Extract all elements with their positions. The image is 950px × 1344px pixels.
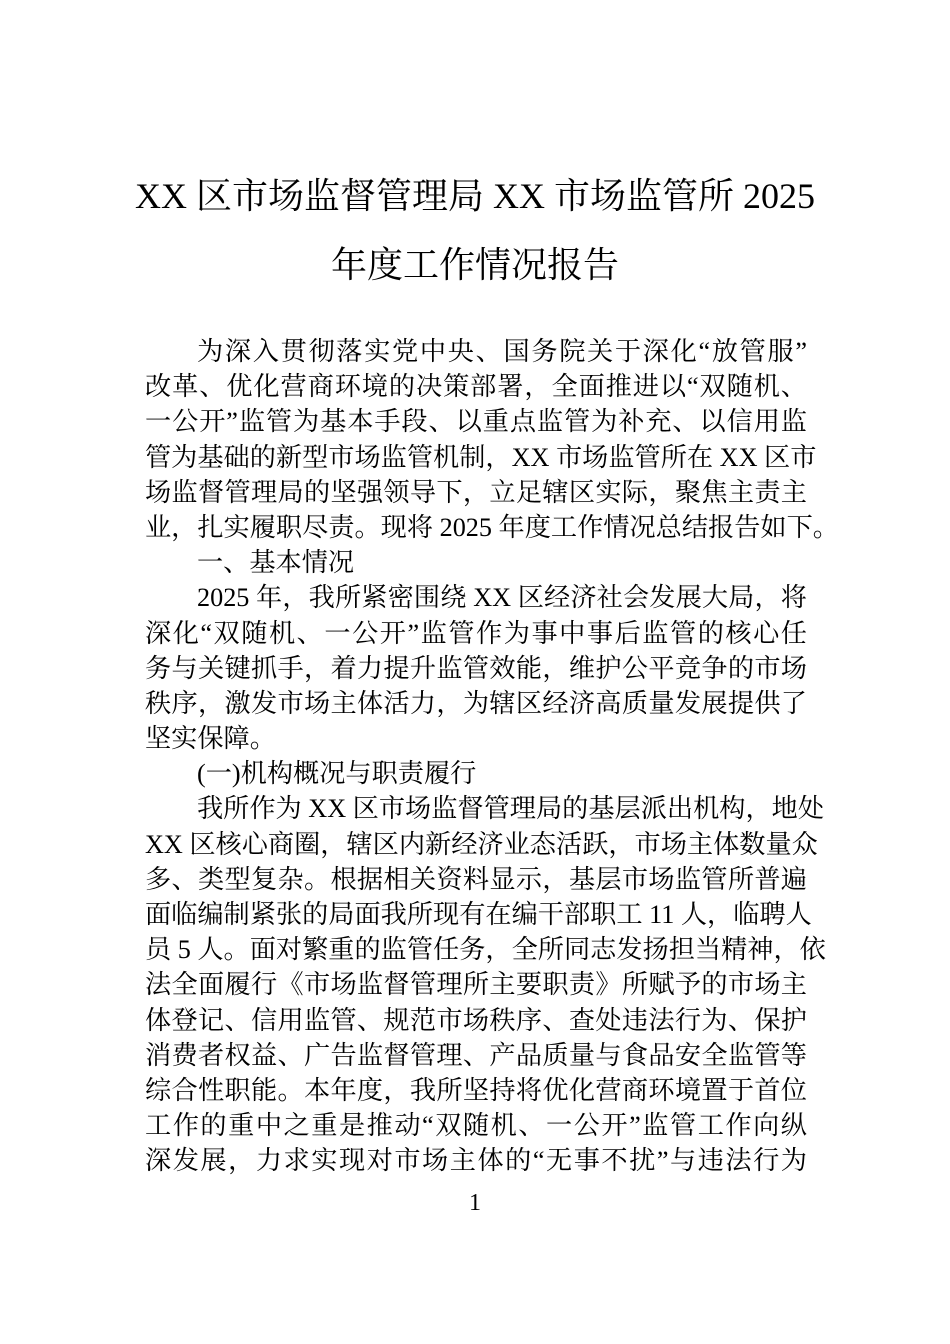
body-text-line: 坚实保障。 [145, 724, 276, 754]
body-text-line: 一、基本情况 [197, 548, 355, 578]
body-text-line: 务与关键抓手，着力提升监管效能，维护公平竞争的市场 [145, 653, 807, 683]
body-text-line: 场监督管理局的坚强领导下，立足辖区实际，聚焦主责主 [145, 477, 807, 507]
body-text-line: 2025 年，我所紧密围绕 XX 区经济社会发展大局，将 [197, 583, 807, 613]
body-text-line: XX 区核心商圈，辖区内新经济业态活跃，市场主体数量众 [145, 829, 818, 859]
body-text-line: 员 5 人。面对繁重的监管任务，全所同志发扬担当精神，依 [145, 935, 826, 965]
page-number: 1 [469, 1190, 481, 1216]
body-text-line: 深化“双随机、一公开”监管作为事中事后监管的核心任 [145, 618, 807, 648]
body-text-line: 管为基础的新型市场监管机制，XX 市场监管所在 XX 区市 [145, 442, 817, 472]
document-body [145, 334, 839, 1179]
body-text-line: 为深入贯彻落实党中央、国务院关于深化“放管服” [197, 337, 807, 366]
body-text-line: 消费者权益、广告监督管理、产品质量与食品安全监管等 [145, 1040, 807, 1070]
body-text-line: 工作的重中之重是推动“双随机、一公开”监管工作向纵 [145, 1111, 807, 1141]
document-title-line-2: 年度工作情况报告 [330, 245, 619, 285]
body-text-line: 多、类型复杂。根据相关资料显示，基层市场监管所普遍 [145, 864, 807, 894]
body-text-line: 综合性职能。本年度，我所坚持将优化营商环境置于首位 [145, 1075, 807, 1105]
body-text-line: 面临编制紧张的局面我所现有在编干部职工 11 人，临聘人 [145, 900, 812, 929]
body-text-line: 我所作为 XX 区市场监督管理局的基层派出机构，地处 [197, 794, 825, 824]
body-text-line: 体登记、信用监管、规范市场秩序、查处违法行为、保护 [145, 1005, 807, 1035]
body-text-line: 业，扎实履职尽责。现将 2025 年度工作情况总结报告如下。 [145, 512, 839, 542]
body-text-line: 改革、优化营商环境的决策部署，全面推进以“双随机、 [145, 372, 807, 402]
body-text-line: 深发展，力求实现对市场主体的“无事不扰”与违法行为 [145, 1146, 807, 1176]
document-title-line-1: XX 区市场监督管理局 XX 市场监管所 2025 [135, 176, 815, 216]
body-text-line: 法全面履行《市场监督管理所主要职责》所赋予的市场主 [145, 970, 807, 1000]
body-text-line: (一)机构概况与职责履行 [197, 759, 477, 789]
body-text-line: 一公开”监管为基本手段、以重点监管为补充、以信用监 [145, 407, 807, 437]
body-text-line: 秩序，激发市场主体活力，为辖区经济高质量发展提供了 [145, 688, 807, 718]
